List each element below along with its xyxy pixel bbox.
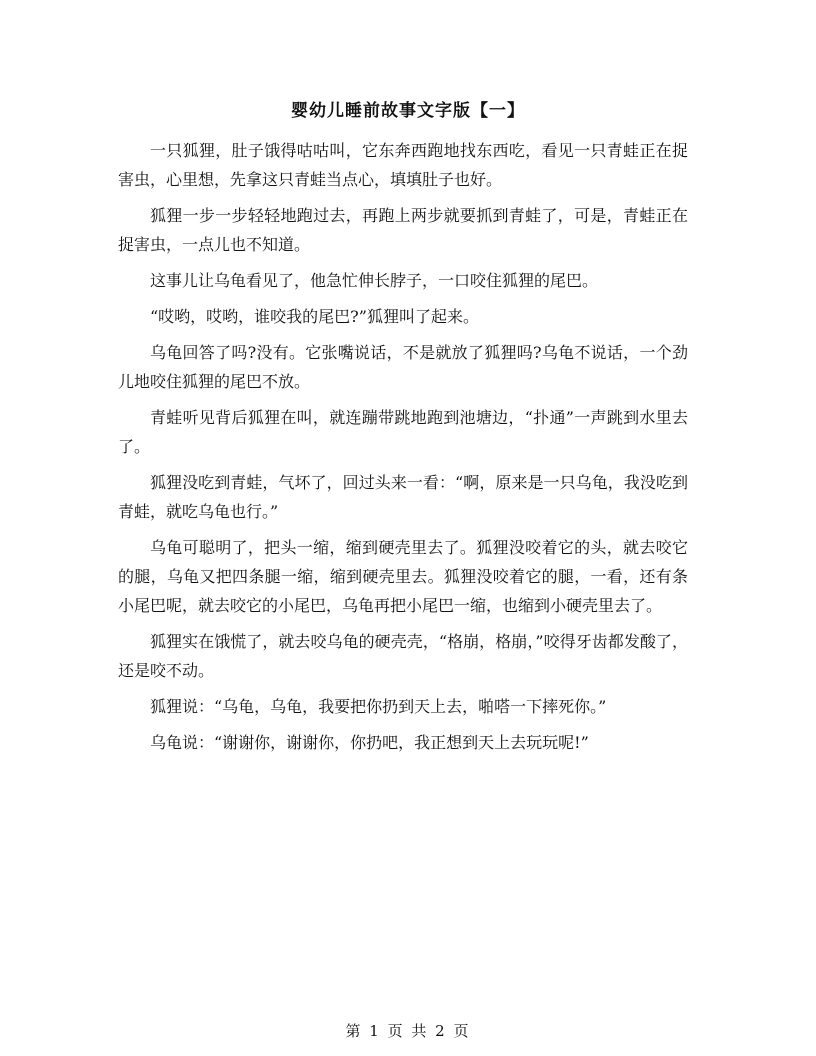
paragraph: 狐狸实在饿慌了，就去咬乌龟的硬壳壳，“格崩，格崩，”咬得牙齿都发酸了，还是咬不动。: [118, 632, 688, 680]
paragraph: 乌龟说：“谢谢你，谢谢你，你扔吧，我正想到天上去玩玩呢!”: [150, 733, 589, 752]
paragraph: 狐狸说：“乌龟，乌龟，我要把你扔到天上去，啪嗒一下摔死你。”: [150, 697, 607, 716]
page-title: 婴幼儿睡前故事文字版【一】: [291, 101, 525, 121]
page-number-footer: 第 1 页 共 2 页: [345, 1022, 471, 1040]
paragraph: 这事儿让乌龟看见了，他急忙伸长脖子，一口咬住狐狸的尾巴。: [150, 271, 599, 290]
paragraph: 乌龟回答了吗?没有。它张嘴说话，不是就放了狐狸吗?乌龟不说话，一个劲儿地咬住狐狸的尾巴不放。: [118, 343, 688, 391]
paragraph: 一只狐狸，肚子饿得咕咕叫，它东奔西跑地找东西吃，看见一只青蛙正在捉害虫，心里想，先拿这只青蛙当点心，填填肚子也好。: [118, 141, 688, 189]
paragraph: 狐狸没吃到青蛙，气坏了，回过头来一看：“啊，原来是一只乌龟，我没吃到青蛙，就吃乌龟也行。”: [118, 473, 688, 521]
paragraph: 青蛙听见背后狐狸在叫，就连蹦带跳地跑到池塘边，“扑通”一声跳到水里去了。: [118, 408, 688, 456]
paragraph: “哎哟，哎哟，谁咬我的尾巴?”狐狸叫了起来。: [150, 307, 479, 326]
paragraph: 狐狸一步一步轻轻地跑过去，再跑上两步就要抓到青蛙了，可是，青蛙正在捉害虫，一点儿也不知道。: [118, 206, 688, 254]
paragraph: 乌龟可聪明了，把头一缩，缩到硬壳里去了。狐狸没咬着它的头，就去咬它的腿，乌龟又把四条腿一缩，缩到硬壳里去。狐狸没咬着它的腿，一看，还有条小尾巴呢，就去咬它的小尾巴，乌龟再把小尾巴一缩，也缩到小硬壳里去了。: [118, 538, 688, 615]
story-body: [118, 136, 688, 764]
